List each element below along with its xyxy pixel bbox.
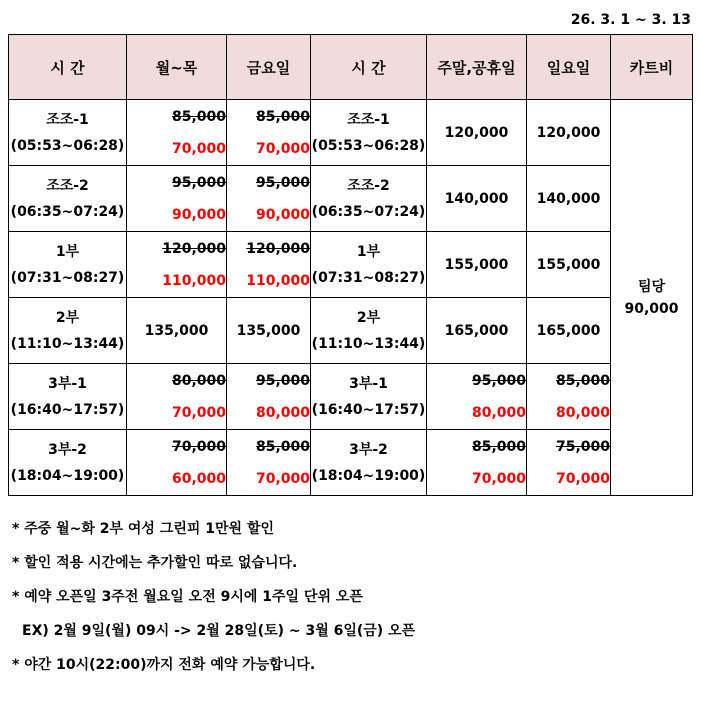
original-price: 95,000 [255, 174, 310, 191]
weekend-price-cell [427, 430, 527, 496]
price: 120,000 [536, 124, 601, 141]
weekend-time-cell [311, 166, 427, 232]
time-range: (05:53~06:28) [10, 137, 125, 154]
friday-price-cell [227, 232, 311, 298]
table-row [9, 232, 693, 298]
time-cell [9, 298, 127, 364]
table-row [9, 166, 693, 232]
note-line: * 야간 10시(22:00)까지 전화 예약 가능합니다. [12, 657, 316, 673]
time-range: (07:31~08:27) [10, 269, 125, 286]
price: 140,000 [444, 190, 509, 207]
header-time: 시 간 [9, 35, 127, 100]
weekday-price-cell [127, 364, 227, 430]
weekend-price-cell [427, 364, 527, 430]
time-range: (07:31~08:27) [311, 269, 426, 286]
weekday-price-cell [127, 166, 227, 232]
original-price: 70,000 [171, 438, 226, 455]
discount-price: 70,000 [255, 140, 310, 157]
original-price: 85,000 [255, 438, 310, 455]
weekday-price-cell [127, 298, 227, 364]
cart-fee-cell [611, 100, 693, 496]
time-cell [9, 232, 127, 298]
weekend-time-cell [311, 232, 427, 298]
time-name: 2부 [356, 309, 381, 326]
price: 155,000 [536, 256, 601, 273]
time-range: (11:10~13:44) [311, 335, 426, 352]
time-range: (06:35~07:24) [311, 203, 426, 220]
header-friday: 금요일 [227, 35, 311, 100]
time-range: (18:04~19:00) [10, 467, 125, 484]
original-price: 95,000 [171, 174, 226, 191]
price-table [8, 34, 693, 496]
discount-price: 80,000 [255, 404, 310, 421]
weekend-price-cell [427, 166, 527, 232]
table-header-row [9, 35, 693, 100]
friday-price-cell [227, 298, 311, 364]
price: 140,000 [536, 190, 601, 207]
discount-price: 60,000 [171, 470, 226, 487]
friday-price-cell [227, 430, 311, 496]
discount-price: 90,000 [171, 206, 226, 223]
sunday-price-cell [527, 232, 611, 298]
weekend-time-cell [311, 298, 427, 364]
table-row [9, 100, 693, 166]
sunday-price-cell [527, 298, 611, 364]
time-range: (06:35~07:24) [10, 203, 125, 220]
time-name: 3부-1 [48, 375, 87, 392]
notes [12, 512, 415, 682]
original-price: 85,000 [471, 438, 526, 455]
friday-price-cell [227, 166, 311, 232]
discount-price: 70,000 [171, 404, 226, 421]
price: 155,000 [444, 256, 509, 273]
discount-price: 80,000 [555, 404, 610, 421]
cart-price: 90,000 [624, 300, 679, 317]
time-name: 조조-1 [46, 111, 89, 128]
table-row [9, 298, 693, 364]
date-range: 26. 3. 1 ~ 3. 13 [570, 12, 691, 28]
discount-price: 90,000 [255, 206, 310, 223]
note-line: * 할인 적용 시간에는 추가할인 따로 없습니다. [12, 555, 298, 571]
weekend-time-cell [311, 364, 427, 430]
friday-price-cell [227, 100, 311, 166]
time-cell [9, 166, 127, 232]
sunday-price-cell [527, 430, 611, 496]
note-example: EX) 2월 9일(월) 09시 -> 2월 28일(토) ~ 3월 6일(금) 오픈 [22, 623, 416, 639]
discount-price: 70,000 [171, 140, 226, 157]
time-range: (16:40~17:57) [311, 401, 426, 418]
weekend-time-cell [311, 430, 427, 496]
time-name: 조조-2 [46, 177, 89, 194]
table-row [9, 364, 693, 430]
time-range: (05:53~06:28) [311, 137, 426, 154]
price: 135,000 [236, 322, 301, 339]
time-range: (11:10~13:44) [10, 335, 125, 352]
weekend-price-cell [427, 232, 527, 298]
time-name: 조조-1 [347, 111, 390, 128]
sunday-price-cell [527, 100, 611, 166]
time-name: 1부 [55, 243, 80, 260]
cart-label: 팀당 [637, 278, 666, 295]
header-cart-fee: 카트비 [611, 35, 693, 100]
weekend-price-cell [427, 100, 527, 166]
original-price: 80,000 [171, 372, 226, 389]
time-name: 3부-2 [48, 441, 87, 458]
time-cell [9, 364, 127, 430]
time-name: 3부-2 [349, 441, 388, 458]
weekday-price-cell [127, 232, 227, 298]
discount-price: 70,000 [255, 470, 310, 487]
discount-price: 110,000 [246, 272, 310, 289]
original-price: 95,000 [471, 372, 526, 389]
weekday-price-cell [127, 100, 227, 166]
original-price: 120,000 [162, 240, 226, 257]
price: 120,000 [444, 124, 509, 141]
time-name: 2부 [55, 309, 80, 326]
weekend-time-cell [311, 100, 427, 166]
original-price: 75,000 [555, 438, 610, 455]
header-mon-thu: 월~목 [127, 35, 227, 100]
time-range: (18:04~19:00) [311, 467, 426, 484]
sunday-price-cell [527, 166, 611, 232]
weekday-price-cell [127, 430, 227, 496]
price: 165,000 [536, 322, 601, 339]
price: 135,000 [144, 322, 209, 339]
time-cell [9, 430, 127, 496]
discount-price: 70,000 [471, 470, 526, 487]
discount-price: 80,000 [471, 404, 526, 421]
weekend-price-cell [427, 298, 527, 364]
time-range: (16:40~17:57) [10, 401, 125, 418]
sunday-price-cell [527, 364, 611, 430]
original-price: 85,000 [555, 372, 610, 389]
header-sunday: 일요일 [527, 35, 611, 100]
time-name: 1부 [356, 243, 381, 260]
discount-price: 70,000 [555, 470, 610, 487]
table-row [9, 430, 693, 496]
time-name: 3부-1 [349, 375, 388, 392]
price: 165,000 [444, 322, 509, 339]
discount-price: 110,000 [162, 272, 226, 289]
original-price: 85,000 [255, 108, 310, 125]
header-weekend-holiday: 주말,공휴일 [427, 35, 527, 100]
original-price: 95,000 [255, 372, 310, 389]
note-line: * 주중 월~화 2부 여성 그린피 1만원 할인 [12, 521, 274, 537]
time-cell [9, 100, 127, 166]
original-price: 85,000 [171, 108, 226, 125]
note-line: * 예약 오픈일 3주전 월요일 오전 9시에 1주일 단위 오픈 [12, 589, 363, 605]
time-name: 조조-2 [347, 177, 390, 194]
original-price: 120,000 [246, 240, 310, 257]
friday-price-cell [227, 364, 311, 430]
header-time-weekend: 시 간 [311, 35, 427, 100]
